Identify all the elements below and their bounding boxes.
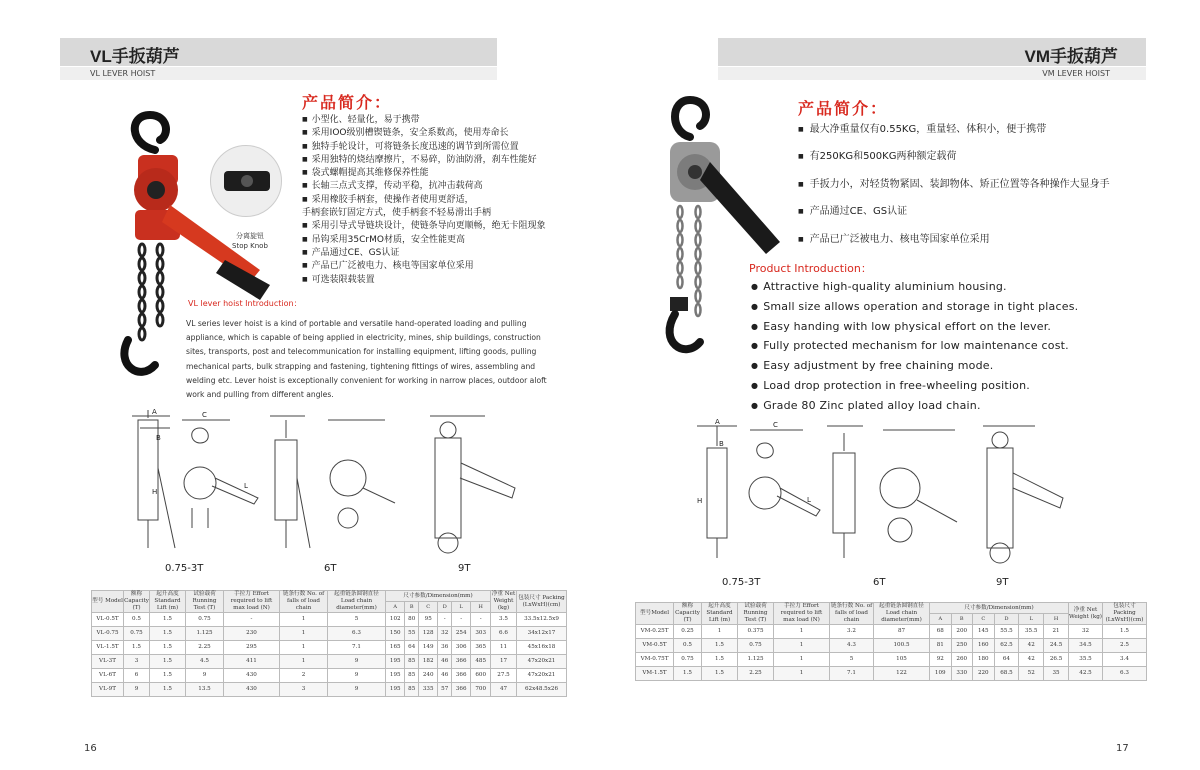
dim-col: B (951, 614, 973, 625)
dim-col: H (1044, 614, 1069, 625)
diagram-letter: A (152, 408, 157, 416)
table-cell: 62x48.5x26 (517, 683, 567, 697)
table-cell: 128 (418, 627, 437, 641)
table-cell: 81 (930, 639, 952, 653)
table-cell: 47x20x21 (517, 655, 567, 669)
table-cell: 3 (280, 683, 328, 697)
vl-feature-list (302, 114, 546, 287)
table-cell: 4.3 (830, 639, 874, 653)
vl-subtitle: VL LEVER HOIST (60, 67, 497, 80)
table-cell: 80 (405, 613, 419, 627)
table-cell: VL-3T (92, 655, 124, 669)
list-item: ■ 可选装限载装置 (302, 274, 546, 287)
list-item: ■ 产品通过CE、GS认证 (302, 247, 546, 260)
col-weight: 净重 Net Weight (kg) (1069, 603, 1103, 625)
list-item: ■ 有250KG和500KG两种额定载荷 (798, 144, 1110, 171)
table-cell: 335 (418, 683, 437, 697)
list-item: ■ 手扳力小，对轻货物紧固、装卸物体、矫正位置等各种操作大显身手 (798, 172, 1110, 199)
table-cell: 1.5 (702, 667, 738, 681)
vm-title: VM手扳葫芦 (718, 38, 1146, 66)
table-cell: VM-1.5T (636, 667, 674, 681)
col-dimension: 尺寸参数/Dimension(mm) (386, 591, 491, 602)
vl-diagram-label-1: 0.75-3T (165, 563, 204, 574)
table-cell: 11 (491, 641, 517, 655)
diagram-letter: A (715, 418, 720, 426)
list-item: ■ 长轴三点式支撑，传动平稳，抗冲击载荷高 (302, 180, 546, 193)
list-item: ■ 采用橡胶手柄套，使操作者使用更舒适， (302, 194, 546, 207)
table-cell: VL-9T (92, 683, 124, 697)
vm-subtitle: VM LEVER HOIST (718, 67, 1146, 80)
table-cell: 4.5 (186, 655, 224, 669)
vl-dimension-diagrams (130, 408, 530, 558)
table-cell: 240 (418, 669, 437, 683)
col-lift: 起升高度 Standard Lift (m) (702, 603, 738, 625)
list-item: ■ 袋式螺帽提高其维修保养性能 (302, 167, 546, 180)
table-cell: 1.5 (674, 667, 702, 681)
table-cell: 2 (280, 669, 328, 683)
vm-en-feature-list (751, 278, 1078, 417)
table-row (636, 639, 1147, 653)
vm-en-heading: Product Introduction： (749, 262, 872, 275)
dim-col: H (471, 602, 491, 613)
table-row (92, 641, 567, 655)
table-cell: 17 (491, 655, 517, 669)
diagram-letter: L (807, 496, 811, 504)
table-row (92, 627, 567, 641)
table-cell: 1 (280, 627, 328, 641)
table-cell: 1 (280, 613, 328, 627)
table-cell: 92 (930, 653, 952, 667)
list-item: ■ 产品已广泛被电力、核电等国家单位采用 (302, 260, 546, 273)
table-cell: 1 (280, 655, 328, 669)
list-item: ■ 采用引导式导链块设计，使链条导向更顺畅，绝无卡阻现象 (302, 220, 546, 233)
table-cell: 68.5 (994, 667, 1019, 681)
table-cell: 6 (124, 669, 150, 683)
table-cell: - (224, 613, 280, 627)
table-cell: 3.2 (830, 625, 874, 639)
table-cell: 32 (438, 627, 452, 641)
list-item: ● Easy adjustment by free chaining mode. (751, 357, 1078, 377)
list-item: ● Easy handing with low physical effort on the lever. (751, 318, 1078, 338)
stop-knob-label: 分离旋钮 Stop Knob (232, 232, 268, 250)
col-capacity: 额称 Capacity (T) (675, 603, 700, 623)
table-cell: 87 (874, 625, 930, 639)
table-cell: 1.5 (1103, 625, 1147, 639)
table-cell: 85 (405, 669, 419, 683)
table-cell: 32 (1069, 625, 1103, 639)
col-effort: 手拉力 Effort required to lift max load (N) (224, 591, 280, 613)
stop-knob-icon (222, 165, 272, 197)
dim-col: A (930, 614, 952, 625)
page-number-right: 17 (1116, 743, 1129, 754)
dim-col: A (386, 602, 405, 613)
table-cell: 485 (471, 655, 491, 669)
table-cell: - (471, 613, 491, 627)
table-cell: 430 (224, 669, 280, 683)
table-row (92, 669, 567, 683)
diagram-letter: H (697, 497, 703, 505)
table-cell: 1.5 (124, 641, 150, 655)
table-cell: VM-0.75T (636, 653, 674, 667)
table-cell: 260 (951, 653, 973, 667)
list-item: ● Fully protected mechanism for low maintenance cost. (751, 337, 1078, 357)
dim-col: L (1019, 614, 1044, 625)
table-row (636, 667, 1147, 681)
table-cell: 122 (874, 667, 930, 681)
table-cell: 5 (830, 653, 874, 667)
diagram-letter: C (773, 421, 778, 429)
vl-spec-table (91, 590, 567, 697)
table-cell: 34x12x17 (517, 627, 567, 641)
col-weight: 净重 Net Weight (kg) (491, 591, 516, 611)
dim-col: D (438, 602, 452, 613)
table-cell: 195 (386, 683, 405, 697)
list-item: ● Small size allows operation and storage in tight places. (751, 298, 1078, 318)
table-cell: 2.25 (738, 667, 774, 681)
vl-diagram-label-3: 9T (458, 563, 471, 574)
col-model: 型号Model (636, 603, 674, 625)
table-cell: 145 (973, 625, 995, 639)
table-cell: 0.375 (738, 625, 774, 639)
vl-cn-heading: 产品简介： (302, 93, 393, 112)
table-cell: 366 (451, 683, 470, 697)
list-item: ■ 最大净重量仅有0.55KG，重量轻、体积小，便于携带 (798, 117, 1110, 144)
table-cell: VL-0.75 (92, 627, 124, 641)
table-cell: 1 (774, 667, 830, 681)
table-cell: 0.25 (674, 625, 702, 639)
table-cell: 13.5 (186, 683, 224, 697)
col-capacity: 额称 Capacity (T) (124, 591, 149, 611)
table-cell: 220 (973, 667, 995, 681)
table-row (636, 625, 1147, 639)
diagram-letter: L (244, 482, 248, 490)
col-diameter: 起重链条圆钢直径Load chain diameter(mm) (328, 591, 386, 613)
table-cell: 1.5 (150, 613, 186, 627)
table-cell: 42 (1019, 653, 1044, 667)
list-item: ● Grade 80 Zinc plated alloy load chain. (751, 397, 1078, 417)
table-cell: 365 (471, 641, 491, 655)
list-item: ■ 产品通过CE、GS认证 (798, 199, 1110, 226)
vm-diagram-label-2: 6T (873, 577, 886, 588)
vm-cn-feature-list (798, 117, 1110, 254)
col-falls: 链条行数 No. of falls of load chain (280, 591, 328, 613)
table-cell: 1.125 (186, 627, 224, 641)
table-cell: 0.75 (738, 639, 774, 653)
table-cell: 6.3 (1103, 667, 1147, 681)
table-cell: VM-0.25T (636, 625, 674, 639)
list-item: ■ 吊钩采用35CrMO材质，安全性能更高 (302, 234, 546, 247)
col-effort: 手拉力 Effort required to lift max load (N) (774, 603, 830, 625)
table-cell: VL-1.5T (92, 641, 124, 655)
table-cell: 182 (418, 655, 437, 669)
table-row (92, 655, 567, 669)
table-cell: 55 (405, 627, 419, 641)
table-cell: 306 (451, 641, 470, 655)
table-cell: 149 (418, 641, 437, 655)
table-cell: 35.5 (1069, 653, 1103, 667)
table-cell: 7.1 (328, 641, 386, 655)
table-cell: 105 (874, 653, 930, 667)
table-cell: 1.125 (738, 653, 774, 667)
col-packing: 包装尺寸 Packing (LxWxH)(cm) (517, 591, 567, 613)
table-cell: 3.5 (491, 613, 517, 627)
table-cell: 64 (405, 641, 419, 655)
dim-col: C (418, 602, 437, 613)
vl-intro-title: VL lever hoist Introduction： (188, 299, 302, 308)
diagram-letter: H (152, 488, 158, 496)
table-cell: 7.1 (830, 667, 874, 681)
table-cell: 47 (491, 683, 517, 697)
table-cell: 26.5 (1044, 653, 1069, 667)
table-cell: 3.4 (1103, 653, 1147, 667)
vl-table-body (92, 613, 567, 697)
table-cell: - (438, 613, 452, 627)
table-cell: 165 (386, 641, 405, 655)
table-cell: 0.75 (674, 653, 702, 667)
table-cell: 0.5 (124, 613, 150, 627)
table-cell: 68 (930, 625, 952, 639)
col-model: 型号 Model (92, 591, 124, 613)
table-cell: 45x16x18 (517, 641, 567, 655)
table-cell: 46 (438, 655, 452, 669)
table-cell: 200 (951, 625, 973, 639)
vm-diagram-label-1: 0.75-3T (722, 577, 761, 588)
list-item: ■ 独特手轮设计，可将链条长度迅速的调节到所需位置 (302, 141, 546, 154)
table-cell: 95 (418, 613, 437, 627)
table-cell: 254 (451, 627, 470, 641)
table-cell: VM-0.5T (636, 639, 674, 653)
table-row (92, 613, 567, 627)
table-cell: 195 (386, 655, 405, 669)
table-cell: 1 (280, 641, 328, 655)
table-cell: 1 (774, 653, 830, 667)
dim-col: B (405, 602, 419, 613)
table-cell: 21 (1044, 625, 1069, 639)
table-cell: 52 (1019, 667, 1044, 681)
table-cell: 85 (405, 683, 419, 697)
table-cell: 411 (224, 655, 280, 669)
table-cell: 1 (774, 639, 830, 653)
table-cell: 6.6 (491, 627, 517, 641)
table-cell: 24.5 (1044, 639, 1069, 653)
diagram-letter: C (202, 411, 207, 419)
table-cell: 2.25 (186, 641, 224, 655)
table-cell: 303 (471, 627, 491, 641)
page-number-left: 16 (84, 743, 97, 754)
table-cell: 9 (124, 683, 150, 697)
vm-table-body (636, 625, 1147, 681)
diagram-letter: B (719, 440, 724, 448)
table-cell: 36 (438, 641, 452, 655)
table-cell: 366 (451, 669, 470, 683)
table-cell: 27.5 (491, 669, 517, 683)
table-cell: 42 (1019, 639, 1044, 653)
table-cell: 0.75 (124, 627, 150, 641)
table-cell: 1.5 (150, 641, 186, 655)
table-cell: 150 (386, 627, 405, 641)
table-cell: 102 (386, 613, 405, 627)
table-cell: 34.5 (1069, 639, 1103, 653)
dim-col: D (994, 614, 1019, 625)
vm-diagram-label-3: 9T (996, 577, 1009, 588)
vm-spec-table (635, 602, 1147, 681)
table-cell: 295 (224, 641, 280, 655)
table-cell: 64 (994, 653, 1019, 667)
diagram-letter: B (156, 434, 161, 442)
table-cell: 9 (186, 669, 224, 683)
table-cell: 195 (386, 669, 405, 683)
col-test: 试验载荷 Running Test (T) (186, 591, 224, 613)
dim-col: L (451, 602, 470, 613)
table-cell: 180 (973, 653, 995, 667)
table-cell: 46 (438, 669, 452, 683)
table-cell: VL-0.5T (92, 613, 124, 627)
table-cell: 1.5 (150, 683, 186, 697)
table-cell: 330 (951, 667, 973, 681)
vl-title: VL手扳葫芦 (60, 38, 497, 66)
table-cell: 47x20x21 (517, 669, 567, 683)
col-packing: 包装尺寸 Packing (LxWxH)(cm) (1103, 603, 1147, 625)
list-item: ● Load drop protection in free-wheeling position. (751, 377, 1078, 397)
table-cell: 5 (328, 613, 386, 627)
vl-diagram-label-2: 6T (324, 563, 337, 574)
vl-intro-text: VL series lever hoist is a kind of portable and versatile hand-operated loading and pulling appliance, which is capable of being applied in electricity, mines, ship buildings, construction sites, transports, post and telecommunication for installing equipment, lifting goods, pulling mechanical parts, bulk strapping and fastening, tightening fittings of wires, assembling and welding etc. Lever hoist is exceptionally convenient for working in narrow places, outdoor aloft work and pulling from different angles. (186, 319, 547, 400)
col-lift: 起升高度 Standard Lift (m) (150, 591, 186, 613)
table-cell: 1.5 (150, 669, 186, 683)
table-cell: 1.5 (150, 655, 186, 669)
table-cell: 1.5 (702, 639, 738, 653)
table-cell: 2.5 (1103, 639, 1147, 653)
table-cell: 9 (328, 669, 386, 683)
table-cell: 430 (224, 683, 280, 697)
table-cell: 0.5 (674, 639, 702, 653)
page-right (600, 0, 1200, 770)
table-cell: 85 (405, 655, 419, 669)
list-item: ● Attractive high-quality aluminium housing. (751, 278, 1078, 298)
table-cell: 6.3 (328, 627, 386, 641)
vm-dimension-diagrams (695, 418, 1075, 568)
list-item: 手柄套嵌钉固定方式，使手柄套不轻易滑出手柄 (302, 208, 492, 219)
table-cell: 55.5 (994, 625, 1019, 639)
table-cell: 600 (471, 669, 491, 683)
table-cell: 3 (124, 655, 150, 669)
table-cell: 1.5 (150, 627, 186, 641)
table-cell: 9 (328, 683, 386, 697)
table-row (636, 653, 1147, 667)
list-item: ■ 小型化、轻量化，易于携带 (302, 114, 546, 127)
table-cell: 230 (224, 627, 280, 641)
table-cell: VL-6T (92, 669, 124, 683)
list-item: ■ 采用独特的烧结摩擦片，不易碎，防油防滑，刹车性能好 (302, 154, 546, 167)
table-cell: 35.5 (1019, 625, 1044, 639)
table-cell: 366 (451, 655, 470, 669)
table-cell: 100.5 (874, 639, 930, 653)
col-test: 试验载荷 Running Test (T) (738, 603, 774, 625)
table-cell: 9 (328, 655, 386, 669)
table-cell: 160 (973, 639, 995, 653)
table-cell: 700 (471, 683, 491, 697)
table-cell: - (451, 613, 470, 627)
table-row (92, 683, 567, 697)
col-falls: 链条行数 No. of falls of load chain (830, 603, 873, 623)
table-cell: 1.5 (702, 653, 738, 667)
table-cell: 42.5 (1069, 667, 1103, 681)
table-cell: 35 (1044, 667, 1069, 681)
table-cell: 1 (774, 625, 830, 639)
table-cell: 0.75 (186, 613, 224, 627)
table-cell: 109 (930, 667, 952, 681)
table-cell: 33.5x12.5x9 (517, 613, 567, 627)
col-diameter: 起重链条圆钢直径Load chain diameter(mm) (874, 603, 930, 625)
table-cell: 250 (951, 639, 973, 653)
col-dimension: 尺寸参数/Dimension(mm) (930, 603, 1069, 614)
table-cell: 62.5 (994, 639, 1019, 653)
vm-cn-heading: 产品简介： (798, 99, 889, 118)
dim-col: C (973, 614, 995, 625)
table-cell: 57 (438, 683, 452, 697)
table-cell: 1 (702, 625, 738, 639)
list-item: ■ 采用IOO级别槽锲链条，安全系数高，使用寿命长 (302, 127, 546, 140)
list-item: ■ 产品已广泛被电力、核电等国家单位采用 (798, 227, 1110, 254)
